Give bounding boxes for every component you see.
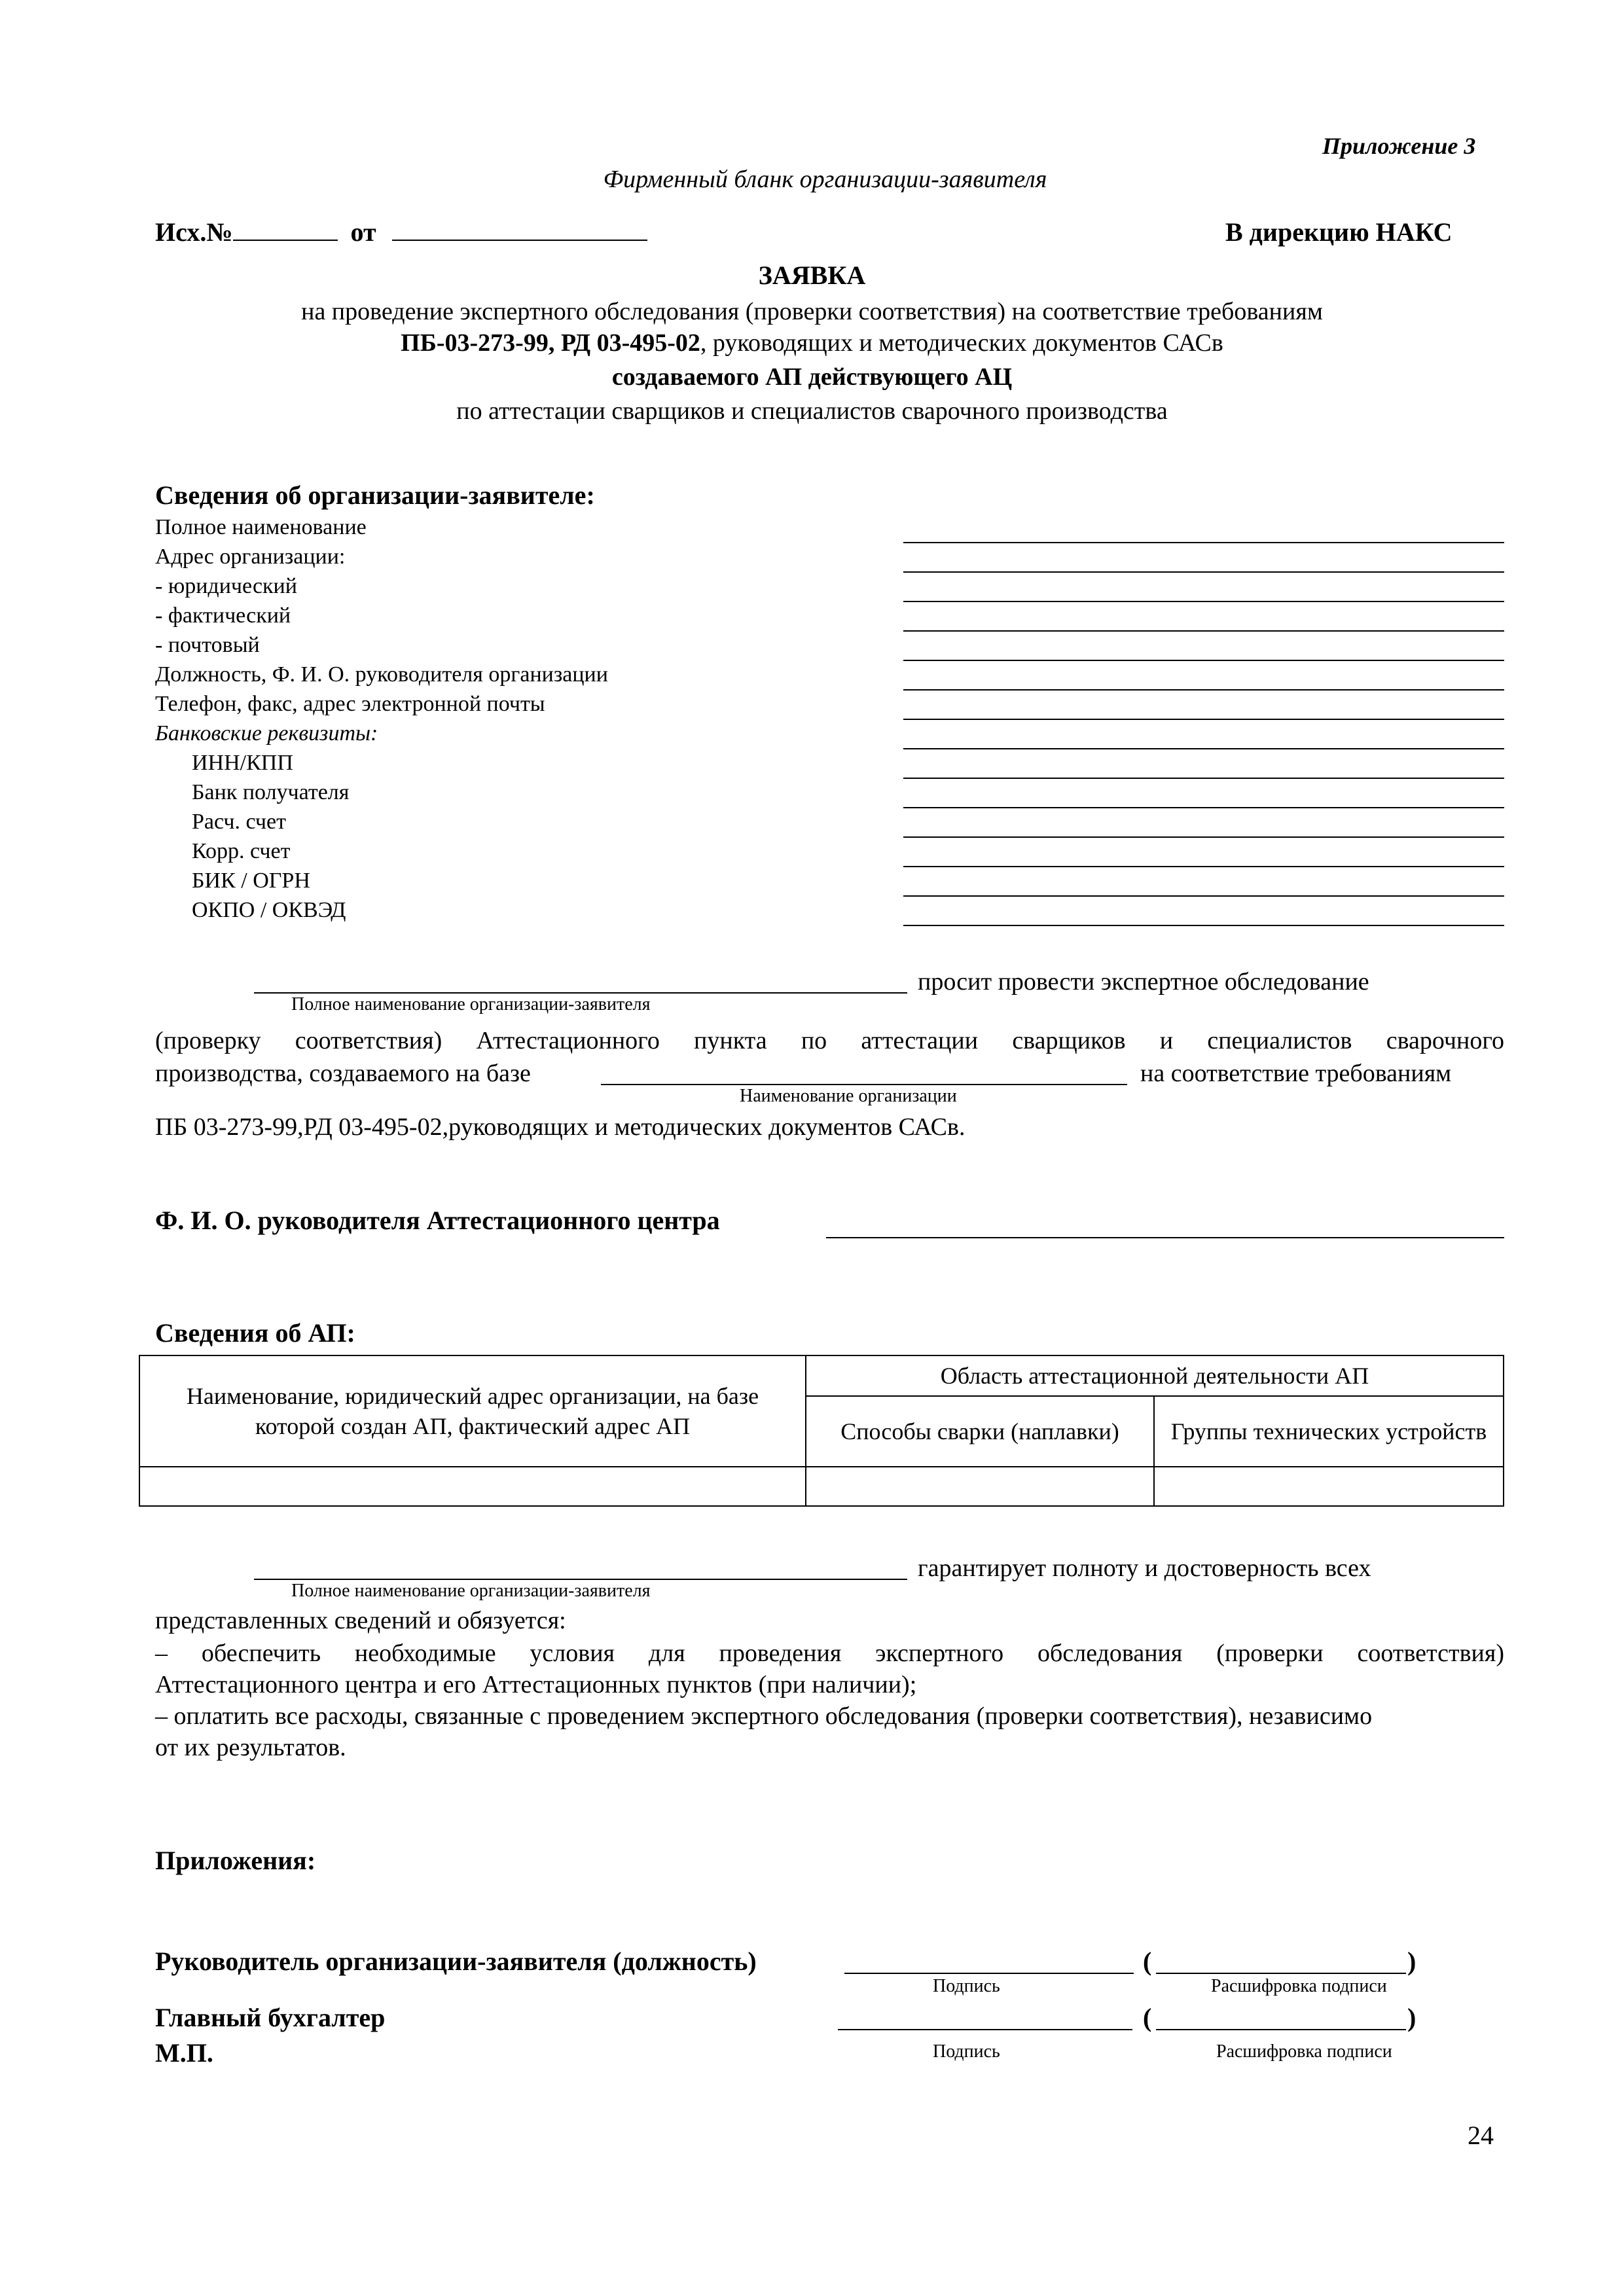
guarantee-item-2a: – оплатить все расходы, связанные с проведением экспертного обследования (проверки соответствия), независимо (155, 1702, 1373, 1730)
request-asks-text: просит провести экспертное обследование (918, 968, 1369, 996)
org-field-input-line[interactable] (903, 748, 1504, 749)
addressee: В дирекцию НАКС (1225, 217, 1453, 247)
appendix-label: Приложение 3 (1322, 133, 1476, 159)
org-field-label: - фактический (155, 603, 291, 628)
page-number: 24 (1468, 2121, 1494, 2150)
head-decode-caption: Расшифровка подписи (1211, 1976, 1387, 1996)
ac-head-label: Ф. И. О. руководителя Аттестационного центра (155, 1206, 720, 1235)
ref-date-field[interactable] (392, 240, 647, 241)
ap-col-devices: Группы технических устройств (1154, 1396, 1504, 1467)
org-field-input-line[interactable] (903, 836, 1504, 838)
org-field-label: Должность, Ф. И. О. руководителя организации (155, 662, 608, 687)
guarantee-text: гарантирует полноту и достоверность всех (918, 1554, 1371, 1582)
org-field-label: - почтовый (155, 633, 260, 657)
ref-number-field[interactable] (233, 240, 338, 241)
org-field-input-line[interactable] (903, 807, 1504, 808)
org-field-input-line[interactable] (903, 778, 1504, 779)
accountant-signature-field[interactable] (838, 2029, 1132, 2030)
stamp-label: М.П. (155, 2038, 213, 2068)
accountant-close-paren: ) (1407, 2003, 1416, 2032)
org-field-label: Банковские реквизиты: (155, 721, 378, 745)
org-field-label: ОКПО / ОКВЭД (192, 898, 346, 922)
ap-info-heading: Сведения об АП: (155, 1318, 355, 1348)
applicant-name-caption: Полное наименование организации-заявителя (291, 994, 651, 1014)
outgoing-number: Исх.№ от (155, 216, 647, 249)
org-info-heading: Сведения об организации-заявителе: (155, 480, 595, 510)
request-line-2: (проверку соответствия) Аттестационного пункта по аттестации сварщиков и специалистов сварочного (155, 1027, 1504, 1054)
org-field-label: БИК / ОГРН (192, 869, 310, 893)
org-field-label: Полное наименование (155, 515, 367, 539)
org-field-input-line[interactable] (903, 542, 1504, 543)
title-line-4: по аттестации сварщиков и специалистов сварочного производства (456, 397, 1168, 425)
title-line-3: создаваемого АП действующего АЦ (611, 363, 1013, 391)
head-signature-label: Руководитель организации-заявителя (должность) (155, 1946, 757, 1976)
ap-col-group: Область аттестационной деятельности АП (806, 1355, 1504, 1396)
org-field-input-line[interactable] (903, 895, 1504, 897)
org-field-input-line[interactable] (903, 925, 1504, 926)
guarantee-line-2: представленных сведений и обязуется: (155, 1607, 566, 1634)
head-decode-field[interactable] (1156, 1973, 1406, 1974)
ap-cell-devices[interactable] (1154, 1467, 1504, 1506)
head-close-paren: ) (1407, 1946, 1416, 1976)
accountant-open-paren: ( (1143, 2003, 1152, 2032)
guarantee-item-1b: Аттестационного центра и его Аттестационных пунктов (при наличии); (155, 1671, 917, 1698)
org-field-input-line[interactable] (903, 571, 1504, 573)
org-field-label: Адрес организации: (155, 545, 346, 569)
org-field-input-line[interactable] (903, 630, 1504, 632)
accountant-decode-field[interactable] (1156, 2029, 1406, 2030)
ap-col-org: Наименование, юридический адрес организации, на базе которой создан АП, фактический адрес АП (139, 1355, 806, 1467)
attachments-heading: Приложения: (155, 1846, 316, 1875)
request-line-3b: на соответствие требованиям (1140, 1060, 1452, 1087)
org-field-input-line[interactable] (903, 601, 1504, 602)
guarantee-item-1a: – обеспечить необходимые условия для проведения экспертного обследования (проверки соответствия) (155, 1640, 1504, 1667)
request-line-4: ПБ 03-273-99,РД 03-495-02,руководящих и методических документов САСв. (155, 1113, 965, 1141)
accountant-label: Главный бухгалтер (155, 2003, 386, 2032)
title-line-1: на проведение экспертного обследования (проверки соответствия) на соответствие требованиям (301, 298, 1323, 325)
org-field-input-line[interactable] (903, 719, 1504, 720)
letterhead-note: Фирменный бланк организации-заявителя (603, 166, 1047, 193)
org-field-label: Расч. счет (192, 810, 286, 834)
guarantee-item-2b: от их результатов. (155, 1734, 346, 1761)
org-field-input-line[interactable] (903, 866, 1504, 867)
accountant-sign-caption: Подпись (933, 2041, 1000, 2062)
head-sign-caption: Подпись (933, 1976, 1000, 1996)
org-field-label: Телефон, факс, адрес электронной почты (155, 692, 545, 716)
request-line-3a: производства, создаваемого на базе (155, 1060, 531, 1087)
ap-col-welding: Способы сварки (наплавки) (806, 1396, 1154, 1467)
title-line-2: ПБ-03-273-99, РД 03-495-02, руководящих и методических документов САСв (401, 329, 1223, 357)
org-field-input-line[interactable] (903, 689, 1504, 691)
ap-table (139, 1355, 1504, 1507)
org-field-input-line[interactable] (903, 660, 1504, 661)
org-field-label: - юридический (155, 574, 297, 598)
head-signature-field[interactable] (844, 1973, 1134, 1974)
org-field-label: Банк получателя (192, 780, 350, 804)
head-open-paren: ( (1143, 1946, 1152, 1976)
ap-cell-org[interactable] (139, 1467, 806, 1506)
ap-cell-welding[interactable] (806, 1467, 1154, 1506)
guarantor-name-caption: Полное наименование организации-заявителя (291, 1581, 651, 1601)
doc-title: ЗАЯВКА (758, 260, 866, 290)
org-field-label: ИНН/КПП (192, 751, 293, 775)
ac-head-field[interactable] (826, 1237, 1504, 1238)
accountant-decode-caption: Расшифровка подписи (1216, 2041, 1392, 2062)
org-field-label: Корр. счет (192, 839, 291, 863)
base-org-caption: Наименование организации (740, 1086, 957, 1106)
